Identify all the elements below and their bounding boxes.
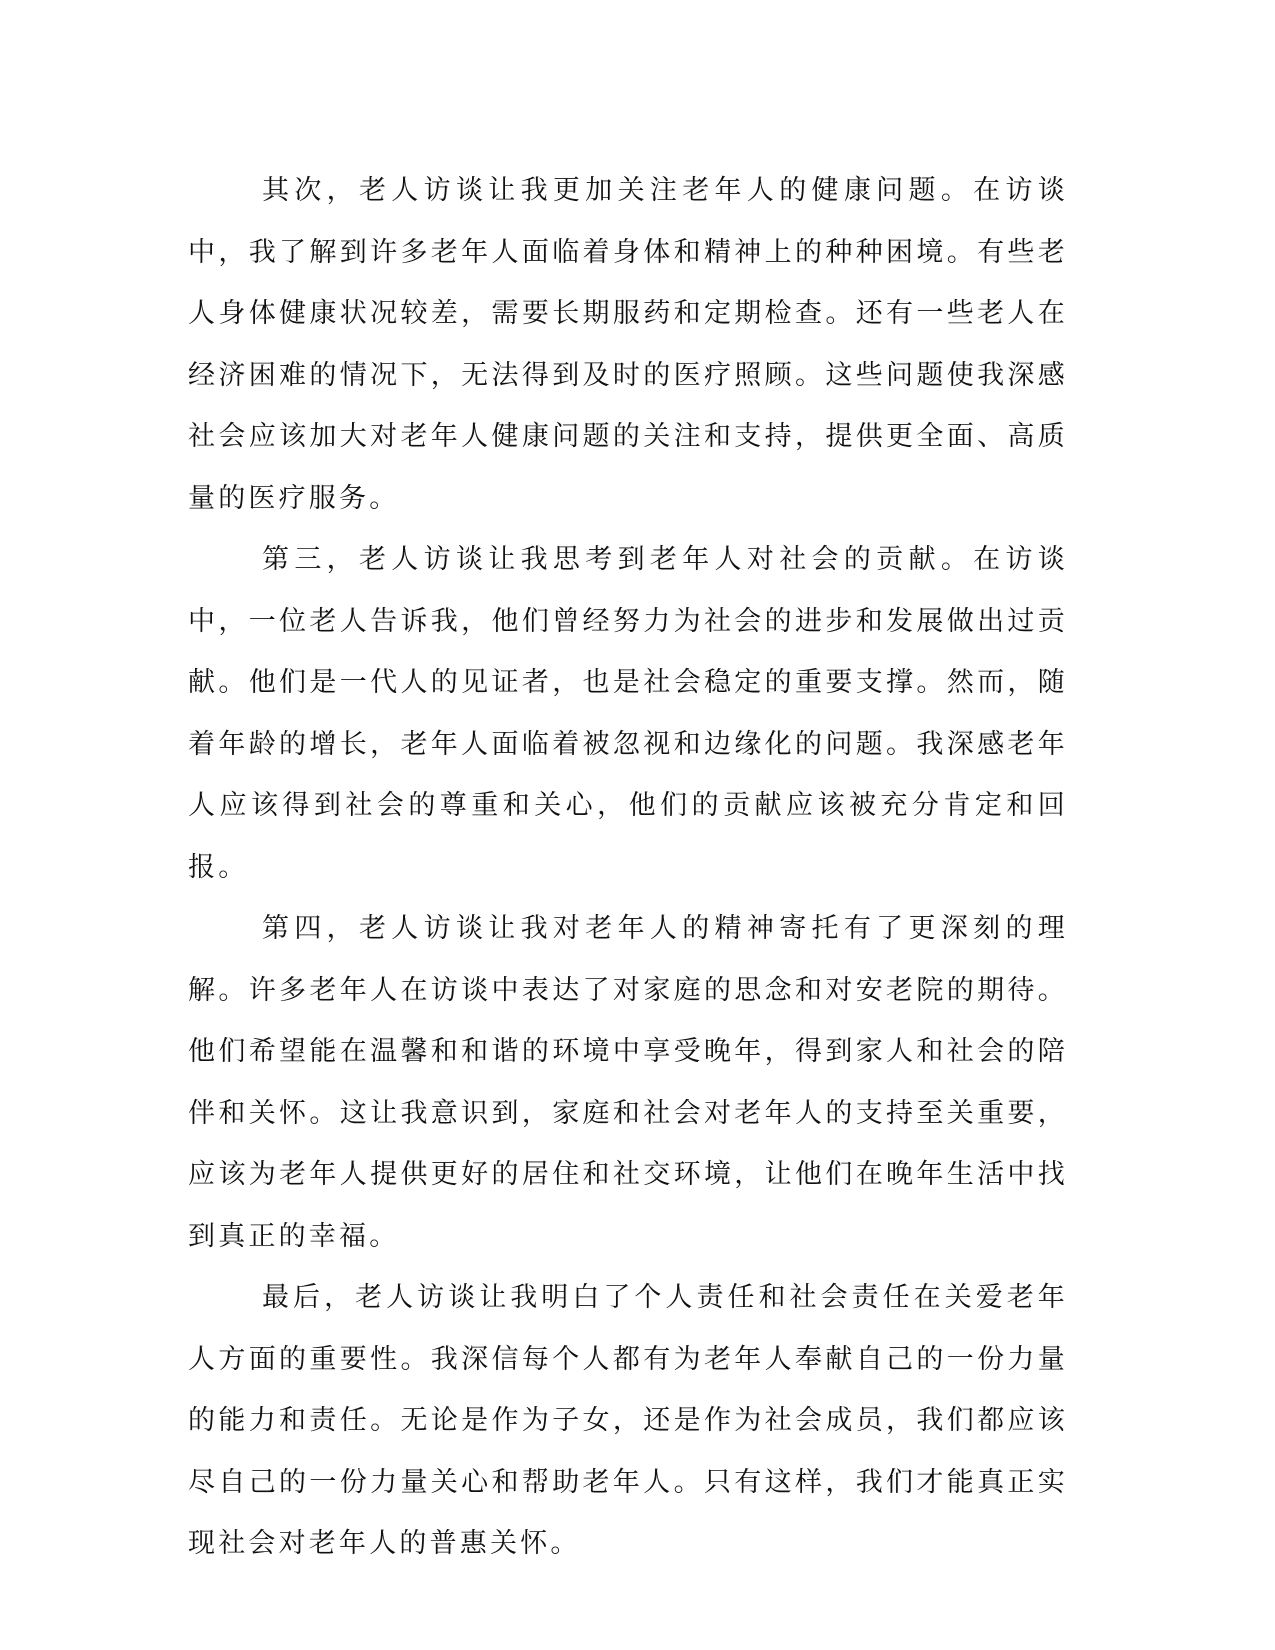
document-body [188, 160, 1068, 1575]
paragraph-health: 其次，老人访谈让我更加关注老年人的健康问题。在访谈中，我了解到许多老年人面临着身体和精神上的种种困境。有些老人身体健康状况较差，需要长期服药和定期检查。还有一些老人在经济困难的情况下，无法得到及时的医疗照顾。这些问题使我深感社会应该加大对老年人健康问题的关注和支持，提供更全面、高质量的医疗服务。 [188, 175, 1068, 514]
paragraph-contribution: 第三，老人访谈让我思考到老年人对社会的贡献。在访谈中，一位老人告诉我，他们曾经努力为社会的进步和发展做出过贡献。他们是一代人的见证者，也是社会稳定的重要支撑。然而，随着年龄的增长，老年人面临着被忽视和边缘化的问题。我深感老年人应该得到社会的尊重和关心，他们的贡献应该被充分肯定和回报。 [188, 544, 1068, 883]
paragraph-responsibility: 最后，老人访谈让我明白了个人责任和社会责任在关爱老年人方面的重要性。我深信每个人都有为老年人奉献自己的一份力量的能力和责任。无论是作为子女，还是作为社会成员，我们都应该尽自己的一份力量关心和帮助老年人。只有这样，我们才能真正实现社会对老年人的普惠关怀。 [188, 1282, 1068, 1559]
paragraph-spiritual: 第四，老人访谈让我对老年人的精神寄托有了更深刻的理解。许多老年人在访谈中表达了对家庭的思念和对安老院的期待。他们希望能在温馨和和谐的环境中享受晚年，得到家人和社会的陪伴和关怀。这让我意识到，家庭和社会对老年人的支持至关重要，应该为老年人提供更好的居住和社交环境，让他们在晚年生活中找到真正的幸福。 [188, 913, 1068, 1252]
